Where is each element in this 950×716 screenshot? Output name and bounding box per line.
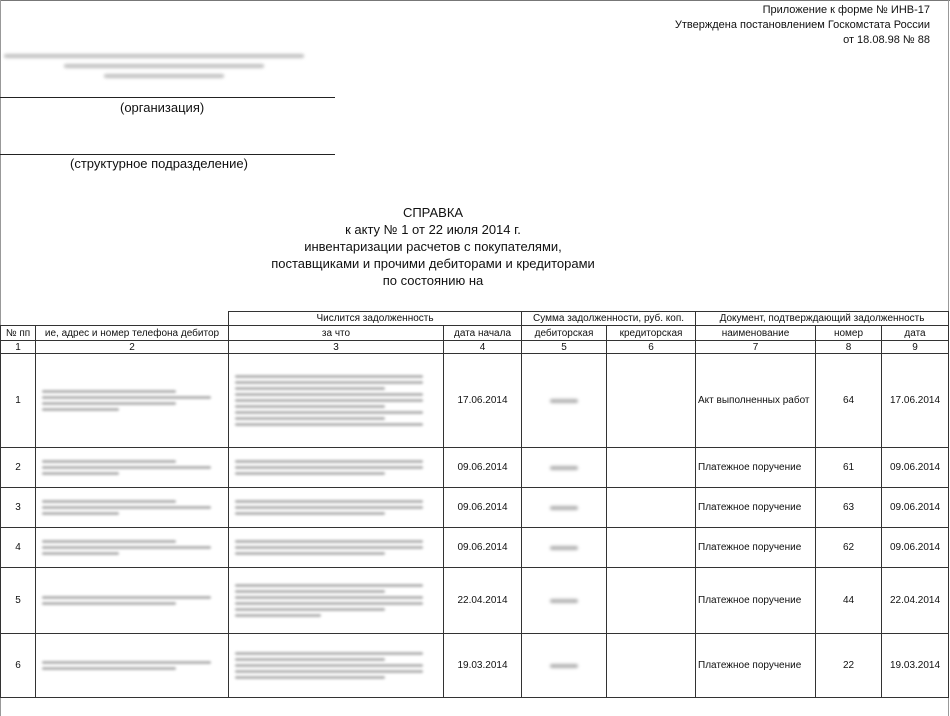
row-number: 6 bbox=[1, 634, 36, 698]
subdivision-caption: (структурное подразделение) bbox=[70, 156, 248, 171]
document-title bbox=[0, 204, 866, 289]
table-row bbox=[1, 448, 949, 488]
approval-line-1: Приложение к форме № ИНВ-17 bbox=[762, 4, 930, 16]
doc-date: 09.06.2014 bbox=[882, 528, 949, 568]
organization-name-redacted bbox=[4, 50, 324, 78]
doc-date: 09.06.2014 bbox=[882, 448, 949, 488]
row-number: 2 bbox=[1, 448, 36, 488]
title-line-4: поставщиками и прочими дебиторами и кредиторами bbox=[271, 256, 595, 271]
start-date: 19.03.2014 bbox=[444, 634, 522, 698]
approval-line-2: Утверждена постановлением Госкомстата России bbox=[674, 19, 930, 31]
table-row bbox=[1, 354, 949, 448]
row-number: 1 bbox=[1, 354, 36, 448]
payable-amount bbox=[607, 568, 696, 634]
receivable-redacted bbox=[522, 448, 607, 488]
table-row bbox=[1, 528, 949, 568]
approval-line-3: от 18.08.98 № 88 bbox=[843, 34, 930, 46]
payable-amount bbox=[607, 488, 696, 528]
start-date: 17.06.2014 bbox=[444, 354, 522, 448]
debtor-redacted bbox=[36, 354, 229, 448]
group-header-document: Документ, подтверждающий задолженность bbox=[696, 312, 949, 326]
doc-date: 22.04.2014 bbox=[882, 568, 949, 634]
debtor-redacted bbox=[36, 448, 229, 488]
receivable-redacted bbox=[522, 488, 607, 528]
doc-date: 09.06.2014 bbox=[882, 488, 949, 528]
start-date: 09.06.2014 bbox=[444, 528, 522, 568]
settlements-table bbox=[0, 311, 949, 698]
doc-number: 22 bbox=[816, 634, 882, 698]
for-what-redacted bbox=[229, 568, 444, 634]
payable-amount bbox=[607, 528, 696, 568]
col-header-doc-number: номер bbox=[816, 326, 882, 341]
payable-amount bbox=[607, 354, 696, 448]
for-what-redacted bbox=[229, 448, 444, 488]
col-number: 7 bbox=[696, 341, 816, 354]
col-header-doc-date: дата bbox=[882, 326, 949, 341]
col-header-debtor: ие, адрес и номер телефона дебитор bbox=[36, 326, 229, 341]
doc-number: 62 bbox=[816, 528, 882, 568]
column-header-row bbox=[1, 326, 949, 341]
title-line-5: по состоянию на bbox=[382, 273, 484, 288]
col-header-payable: кредиторская bbox=[607, 326, 696, 341]
approval-note bbox=[675, 3, 930, 48]
for-what-redacted bbox=[229, 354, 444, 448]
payable-amount bbox=[607, 448, 696, 488]
subdivision-line bbox=[0, 154, 335, 155]
col-number: 2 bbox=[36, 341, 229, 354]
col-number: 6 bbox=[607, 341, 696, 354]
doc-name: Платежное поручение bbox=[696, 634, 816, 698]
doc-name: Платежное поручение bbox=[696, 488, 816, 528]
col-number: 9 bbox=[882, 341, 949, 354]
for-what-redacted bbox=[229, 528, 444, 568]
doc-name: Акт выполненных работ bbox=[696, 354, 816, 448]
receivable-redacted bbox=[522, 354, 607, 448]
doc-date: 17.06.2014 bbox=[882, 354, 949, 448]
for-what-redacted bbox=[229, 488, 444, 528]
organization-line bbox=[0, 97, 335, 98]
organization-caption: (организация) bbox=[120, 100, 205, 115]
debtor-redacted bbox=[36, 634, 229, 698]
col-number: 8 bbox=[816, 341, 882, 354]
group-header-amount: Сумма задолженности, руб. коп. bbox=[522, 312, 696, 326]
doc-name: Платежное поручение bbox=[696, 528, 816, 568]
col-number: 1 bbox=[1, 341, 36, 354]
title-line-2: к акту № 1 от 22 июля 2014 г. bbox=[345, 222, 521, 237]
col-number: 3 bbox=[229, 341, 444, 354]
debtor-redacted bbox=[36, 488, 229, 528]
row-number: 4 bbox=[1, 528, 36, 568]
receivable-redacted bbox=[522, 568, 607, 634]
receivable-redacted bbox=[522, 634, 607, 698]
col-header-for-what: за что bbox=[229, 326, 444, 341]
debtor-redacted bbox=[36, 528, 229, 568]
table-row bbox=[1, 568, 949, 634]
col-header-doc-name: наименование bbox=[696, 326, 816, 341]
table-row bbox=[1, 634, 949, 698]
page-top-edge bbox=[0, 0, 950, 1]
receivable-redacted bbox=[522, 528, 607, 568]
doc-number: 61 bbox=[816, 448, 882, 488]
row-number: 3 bbox=[1, 488, 36, 528]
doc-name: Платежное поручение bbox=[696, 568, 816, 634]
title-line-3: инвентаризации расчетов с покупателями, bbox=[304, 239, 562, 254]
col-header-num: № пп bbox=[1, 326, 36, 341]
doc-number: 44 bbox=[816, 568, 882, 634]
doc-number: 63 bbox=[816, 488, 882, 528]
col-number: 5 bbox=[522, 341, 607, 354]
debtor-redacted bbox=[36, 568, 229, 634]
start-date: 09.06.2014 bbox=[444, 488, 522, 528]
row-number: 5 bbox=[1, 568, 36, 634]
doc-date: 19.03.2014 bbox=[882, 634, 949, 698]
group-header-row bbox=[1, 312, 949, 326]
group-header-listed: Числится задолженность bbox=[229, 312, 522, 326]
for-what-redacted bbox=[229, 634, 444, 698]
title-line-1: СПРАВКА bbox=[402, 205, 464, 220]
start-date: 09.06.2014 bbox=[444, 448, 522, 488]
doc-number: 64 bbox=[816, 354, 882, 448]
payable-amount bbox=[607, 634, 696, 698]
col-header-start-date: дата начала bbox=[444, 326, 522, 341]
column-number-row bbox=[1, 341, 949, 354]
doc-name: Платежное поручение bbox=[696, 448, 816, 488]
col-header-receivable: дебиторская bbox=[522, 326, 607, 341]
col-number: 4 bbox=[444, 341, 522, 354]
table-row bbox=[1, 488, 949, 528]
start-date: 22.04.2014 bbox=[444, 568, 522, 634]
